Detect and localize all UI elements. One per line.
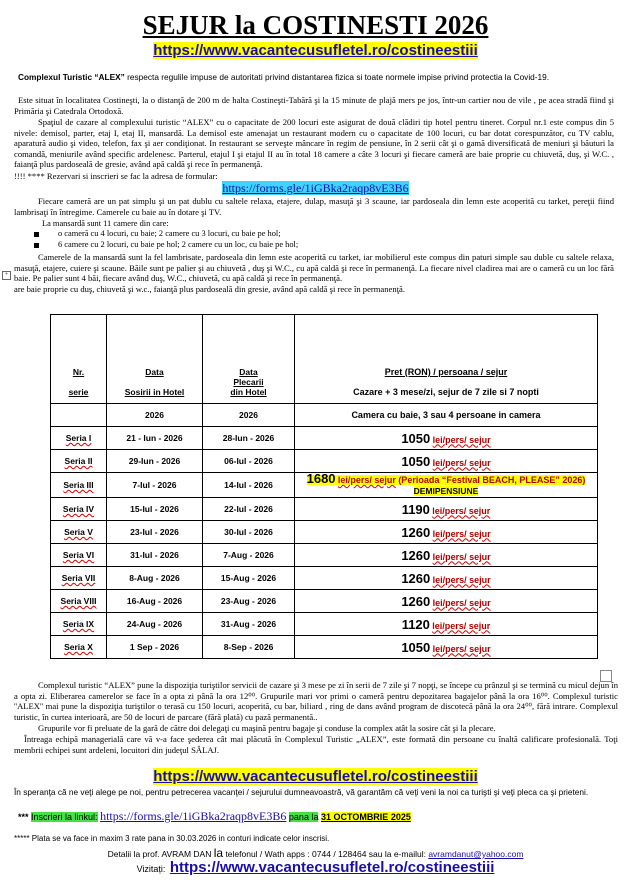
site-link-3[interactable]: https://www.vacantecusufletel.ro/costineestiii <box>169 859 495 876</box>
email-link[interactable]: avramdanut@yahoo.com <box>428 849 524 859</box>
page-title: SEJUR la COSTINESTI 2026 <box>142 10 489 40</box>
move-handle-icon[interactable]: + <box>2 271 11 280</box>
closing-text: În speranţa că ne veţi alege pe noi, pentru petrecerea vacanţei / sejurului dumneavoastră, vă garantăm că veţi veni la noi ca turişti şi veţi pleca ca şi prieteni. <box>14 787 589 797</box>
table-row: Seria V 23-Iul - 2026 30-Iul - 2026 1260 lei/pers/ sejur <box>51 521 598 544</box>
para-services: Complexul turistic “ALEX” pune la dispoziţia turiştilor servicii de cazare şi 3 mese pe zi în serii de 7 zile şi 7 nopţi, se începe cu prânzul şi se termină cu micul dejun în a opta zi. Eliberarea camerelor se face în a opta zi până la ora 12⁰⁰. Grupurile mari vor primi o cameră pentru depozitarea bagajelor până la ora 16⁰⁰. Complexul turistic ''ALEX'' mai pune la dispoziţia turiştilor o terasă cu 150 locuri, acoperită, cu bar, biliard , ring de dans având program de discotecă până la ora 24⁰⁰, fără intrare. Complexul turistic, în curtea interioară, are 50 de locuri de parcare (fără plată) cu pază permanentă.. <box>14 680 618 722</box>
inscrieri-line: *** Inscrieri la linkul: https://forms.gle/1iGBka2raqp8vE3B6 pana la 31 OCTOMBRIE 2025 <box>18 809 411 823</box>
table-row: Seria X 1 Sep - 2026 8-Sep - 2026 1050 lei/pers/ sejur <box>51 636 598 659</box>
para-location: Este situat în localitatea Costineşti, la o distanţă de 200 m de halta Costineşti-Tabără şi la 15 minute de plajă mers pe jos, într-un cartier nou de vile , pe acea stradă fiind şi Primăria şi Catedrala Ortodoxă. <box>14 95 614 116</box>
room-type: Camera cu baie, 3 sau 4 persoane in camera <box>295 404 598 427</box>
reserve-note: !!!! **** Rezervari si inscrieri se fac la adresa de formular: <box>14 171 218 181</box>
bullet-icon <box>34 243 39 248</box>
header-departure: Data Plecarii din Hotel <box>203 315 295 404</box>
header-arrival: Data Sosirii in Hotel <box>107 315 203 404</box>
year-label: 2026 <box>107 404 203 427</box>
table-row: Seria III 7-Iul - 2026 14-Iul - 2026 1680 lei/pers/ sejur (Perioada “Festival BEACH, PLEASE” 2026) DEMIPENSIUNE <box>51 473 598 498</box>
table-row: Seria IV 15-Iul - 2026 22-Iul - 2026 1190 lei/pers/ sejur <box>51 498 598 521</box>
header-nr: Nr. serie <box>51 315 107 404</box>
bullet-icon <box>34 232 39 237</box>
para-rooms: Fiecare cameră are un pat simplu şi un pat dublu cu saltele relaxa, etajere, dulap, masuţă şi 3 scaune, iar pardoseala din lemn este acoperită cu tarket, pereţii fiind lambrisaţi în întregime. Camerele cu baie au în dotare şi TV. <box>14 196 614 217</box>
intro-text: Complexul Turistic “ALEX” respecta regulile impuse de autoritati privind distantarea fizica si toate normele impise privind protectia la Covid-19. <box>18 72 550 82</box>
para-accommodation: Spaţiul de cazare al complexului turistic “ALEX” cu o capacitate de 200 locuri este asigurat de două clădiri tip hotel pentru tineret. Corpul nr.1 este compus din 5 nivele: demisol, parter, etaj I, etaj II, mansardă. La demisol este amenajat un restaurant modern cu o capacitate de 100 locuri, cu bar dotat corespunzător, cu TV cablu, aparatură audio şi video, telefon, fax şi aer condiţionat. In restaurant se serveşte mâncare în regim de pensiune, în 2 serii cât şi o gamă diversificată de meniuri şi băuturi la comandă, meniurile având specific ardelenesc. Parterul, etajul I şi etajul II au în total 18 camere a câte 3 locuri şi fiecare cameră are baie proprie cu chiuvetă, duş, şi W.C. , faianţă plus pardoseală de gresie, având apă caldă şi rece în permanenţă. <box>14 117 614 170</box>
para-transfer: Grupurile vor fi preluate de la gară de către doi delegaţi cu maşină pentru bagaje şi conduse la complex atât la sosire cât şi la plecare. <box>38 723 496 733</box>
table-row: Seria VI 31-Iul - 2026 7-Aug - 2026 1260 lei/pers/ sejur <box>51 544 598 567</box>
site-link-2[interactable]: https://www.vacantecusufletel.ro/costineestiii <box>153 768 478 785</box>
header-price: Pret (RON) / persoana / sejur Cazare + 3 mese/zi, sejur de 7 zile si 7 nopti <box>295 315 598 404</box>
site-link[interactable]: https://www.vacantecusufletel.ro/costineestiii <box>153 42 478 59</box>
table-row: Seria IX 24-Aug - 2026 31-Aug - 2026 1120 lei/pers/ sejur <box>51 613 598 636</box>
price-table <box>50 314 598 659</box>
mansarda-item: 6 camere cu 2 locuri, cu baie pe hol; 2 camere cu un loc, cu baie pe hol; <box>58 240 299 249</box>
para-team: Întreaga echipă managerială care vă v-a face şederea cât mai plăcută în Complexul Turistic „ALEX”, este formată din persoane cu înaltă calificare profesională. Toţi membrii echipei sunt ardeleni, locuitori din judeţul SĂLAJ. <box>14 734 618 755</box>
year-label: 2026 <box>203 404 295 427</box>
table-row: Seria VIII 16-Aug - 2026 23-Aug - 2026 1260 lei/pers/ sejur <box>51 590 598 613</box>
table-row: Seria II 29-Iun - 2026 06-Iul - 2026 1050 lei/pers/ sejur <box>51 450 598 473</box>
mansarda-item: o cameră cu 4 locuri, cu baie; 2 camere cu 3 locuri, cu baie pe hol; <box>58 229 281 238</box>
form-link-2[interactable]: https://forms.gle/1iGBka2raqp8vE3B6 <box>100 809 287 823</box>
form-link[interactable]: https://forms.gle/1iGBka2raqp8vE3B6 <box>222 181 409 195</box>
visit-line: Vizitați: https://www.vacantecusufletel.ro/costineestiii <box>136 859 495 876</box>
contact-line: Detalii la prof. AVRAM DAN la telefonul / Wath apps : 0744 / 128464 sau la e-mailul: avramdanut@yahoo.com <box>107 846 524 860</box>
table-row: Seria VII 8-Aug - 2026 15-Aug - 2026 1260 lei/pers/ sejur <box>51 567 598 590</box>
table-row: Seria I 21 - Iun - 2026 28-Iun - 2026 1050 lei/pers/ sejur <box>51 427 598 450</box>
para-bath: are baie proprie cu duş, chiuvetă şi w.c., faianţă plus pardoseală din gresie, având apă caldă şi rece în permanenţă. <box>14 284 406 294</box>
payment-note: ***** Plata se va face in maxim 3 rate pana in 30.03.2026 in conturi indicate celor inscrisi. <box>14 834 330 843</box>
mansarda-intro: La mansardă sunt 11 camere din care: <box>42 219 169 228</box>
para-mansarda: Camerele de la mansardă sunt la fel lambrisate, pardoseala din lemn este acoperită cu tarket, iar mobilierul este compus din paturi simple sau duble cu saltele relaxa, masuţă, etajere, cuiere şi scaune. Băile sunt pe palier şi au chiuvetă , duş şi W.C., cu apă caldă şi rece în permanenţă. La fiecare nivel cladirea mai are o cameră cu un loc fără baie. Pe palier sunt 4 băi, fiecare având duş, W.C., chiuvetă, cu apă caldă şi rece în permanenţă. <box>14 252 614 284</box>
